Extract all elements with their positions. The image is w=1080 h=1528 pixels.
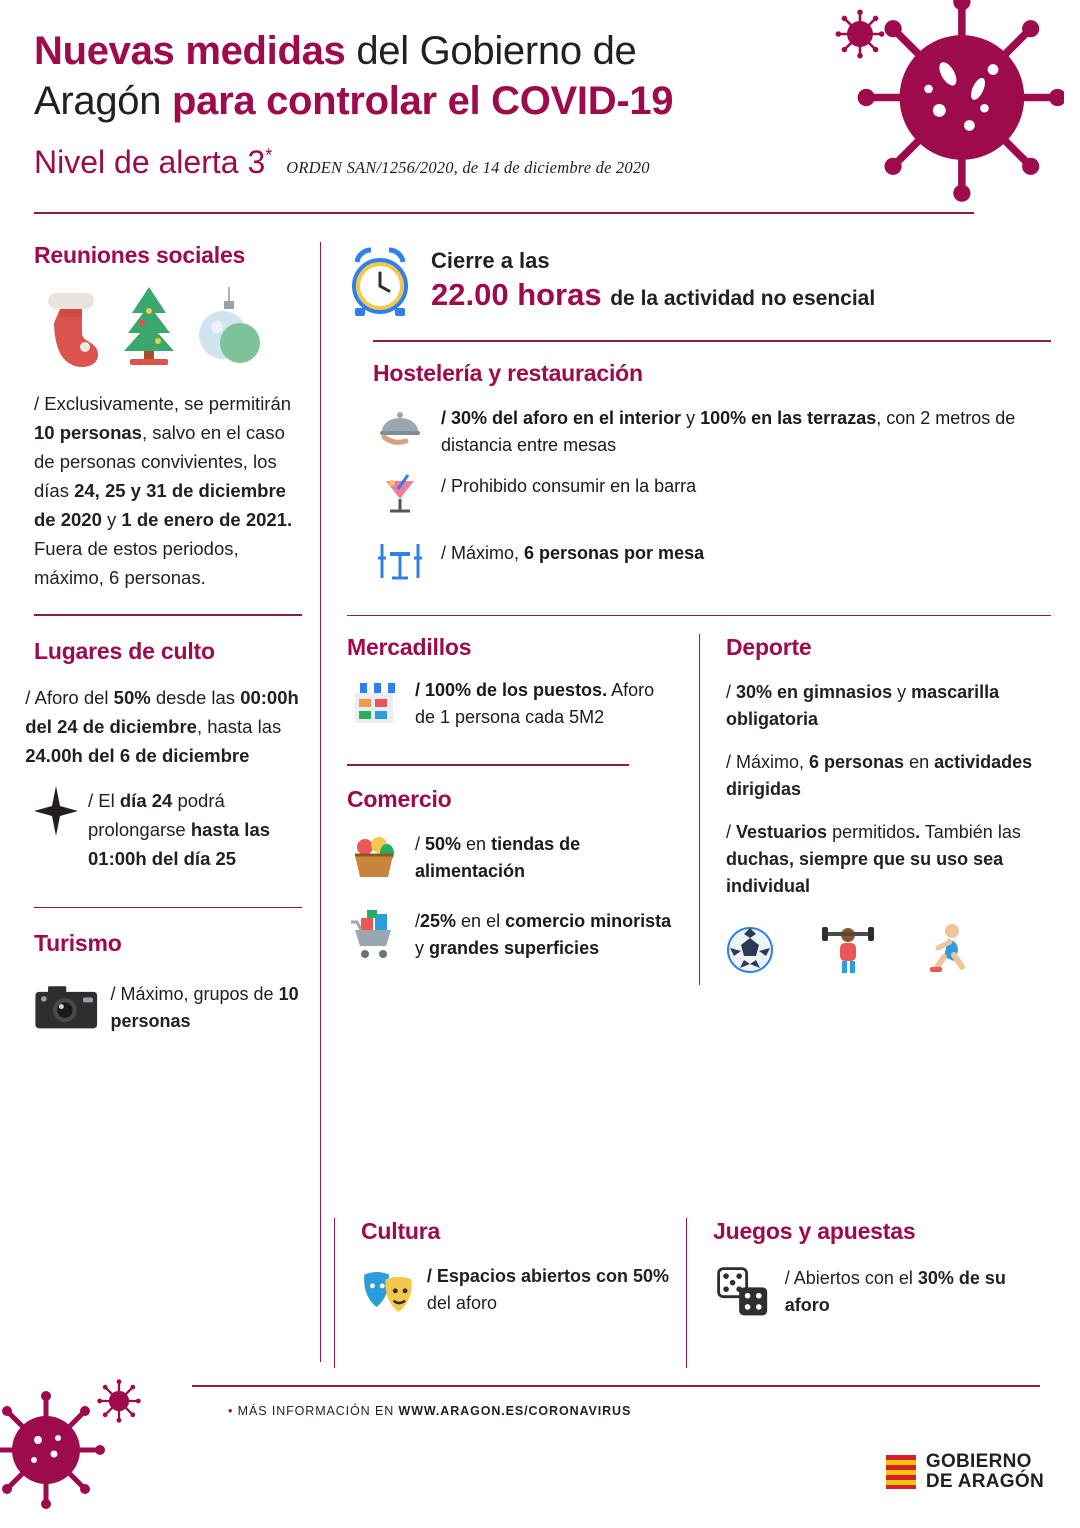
market-stall-icon (347, 677, 401, 738)
culture-text: del aforo (426, 1293, 497, 1313)
logo-line-1: GOBIERNO (925, 1451, 1032, 1472)
worship-1-c: , hasta las (196, 715, 282, 737)
christmas-icons (40, 283, 302, 369)
christmas-tree-icon (116, 283, 182, 369)
social-text (34, 389, 302, 592)
sport-item-1 (726, 679, 1051, 733)
content-columns (25, 242, 1046, 1362)
sport-3-b2: . (915, 822, 921, 842)
footer-divider (192, 1385, 1040, 1387)
sport-1-b2: mascarilla obligatoria (726, 682, 1000, 729)
tourism-text: / Máximo, grupos de (110, 984, 279, 1004)
footer-url[interactable]: WWW.ARAGON.ES/CORONAVIRUS (398, 1404, 632, 1418)
gambling-section (686, 1218, 1038, 1368)
hospitality-item-2 (373, 473, 1051, 526)
coronavirus-footer-small-icon (96, 1378, 142, 1424)
right-divider-1 (373, 340, 1051, 342)
social-text-1: / Exclusivamente, se permitirán (34, 393, 292, 414)
closing-rest: de la actividad no esencial (610, 287, 876, 310)
left-column (25, 242, 320, 1362)
table-chairs-icon (373, 540, 427, 591)
social-text-4: Fuera de estos periodos, máximo, 6 personas. (34, 538, 239, 588)
hospitality-section (347, 360, 1051, 591)
alert-level-text: Nivel de alerta 3 (34, 144, 266, 180)
aragon-flag-icon (886, 1455, 916, 1489)
commerce-2-b1: 25% (420, 910, 457, 931)
social-bold-2: 24, 25 y 31 de diciembre de 2020 (34, 480, 286, 530)
worship-2-b1: día 24 (119, 789, 173, 811)
closing-hours: 22.00 horas (431, 277, 602, 312)
left-divider-2 (34, 907, 302, 909)
dice-icon (713, 1261, 773, 1323)
commerce-2-b2: comercio minorista (505, 910, 672, 931)
food-basket-icon (347, 831, 401, 890)
worship-1-b2: 00:00h del 24 de diciembre (25, 686, 299, 737)
culture-bold: / Espacios abiertos con 50% (426, 1266, 670, 1286)
sport-item-3 (726, 819, 1051, 900)
right-column (320, 242, 1051, 1362)
camera-icon (34, 973, 99, 1043)
bottom-spacer (34, 1218, 334, 1368)
closing-line1: Cierre a las (431, 248, 550, 273)
order-reference: ORDEN SAN/1256/2020, de 14 de diciembre de 2020 (286, 158, 650, 177)
shopping-cart-icon (347, 908, 401, 971)
commerce-item-1 (347, 831, 679, 890)
hospitality-1-b2: 100% en las terrazas (700, 407, 877, 428)
alert-level (34, 144, 272, 181)
bottom-sections (34, 1218, 1046, 1368)
social-text-2: , salvo en el caso de personas convivientes, los días (34, 422, 285, 501)
sport-1-b1: 30% en gimnasios (736, 682, 893, 702)
page-title (34, 26, 834, 126)
culture-item (361, 1261, 686, 1319)
worship-1-b: desde las (150, 686, 241, 708)
sport-3-t3: También las (920, 822, 1021, 842)
hospitality-1-t2: , con 2 metros de distancia entre mesas (441, 407, 1016, 455)
sport-3-t1: / (726, 822, 737, 842)
markets-item (347, 677, 679, 738)
section-title-tourism: Turismo (34, 930, 122, 956)
worship-item-2 (34, 786, 302, 873)
hospitality-3-t1: / Máximo, (441, 542, 525, 563)
cocktail-icon (373, 473, 427, 526)
grid-col-markets-commerce (347, 634, 699, 985)
title-part-2: del Gobierno de (345, 29, 637, 73)
sport-3-b3: duchas, siempre que su uso sea individual (726, 849, 1004, 896)
sport-2-b2: actividades dirigidas (726, 752, 1033, 799)
coronavirus-small-icon (834, 8, 886, 60)
alert-level-asterisk: * (265, 145, 273, 166)
commerce-2-t1: / (415, 910, 421, 931)
header (34, 0, 1046, 222)
section-title-commerce: Comercio (347, 785, 452, 812)
grid-col-sport (699, 634, 1051, 985)
closing-text (431, 246, 875, 318)
sport-1-t1: / (726, 682, 737, 702)
footer-text: MÁS INFORMACIÓN EN (237, 1404, 399, 1418)
hospitality-item-3 (373, 540, 1051, 591)
section-title-markets: Mercadillos (347, 634, 472, 660)
sport-1-t2: y (892, 682, 912, 702)
hospitality-1-b1: / 30% del aforo en el interior (441, 407, 682, 428)
gobierno-aragon-logo (886, 1452, 1044, 1492)
social-bold-3: 1 de enero de 2021. (121, 509, 293, 530)
gambling-bold: 30% de su aforo (784, 1268, 1006, 1315)
tourism-item (34, 973, 302, 1043)
christmas-bauble-icon (198, 285, 260, 369)
star-sparkle-icon (34, 786, 78, 836)
logo-text (926, 1452, 1044, 1492)
title-part-3: Aragón (34, 79, 172, 123)
footer-note (228, 1404, 631, 1418)
social-text-3: y (101, 509, 122, 530)
markets-text: Aforo de 1 persona cada 5M2 (415, 680, 655, 727)
gambling-text: / Abiertos con el (784, 1268, 918, 1288)
hospitality-item-1 (373, 405, 1051, 459)
closing-hours-block (347, 246, 1051, 318)
social-bold-1: 10 personas (34, 422, 142, 443)
worship-1-b1: 50% (113, 686, 151, 708)
markets-bold: / 100% de los puestos. (415, 680, 608, 700)
culture-section (334, 1218, 686, 1368)
sport-2-t2: en (904, 752, 935, 772)
hospitality-1-t1: y (681, 407, 701, 428)
section-title-culture: Cultura (361, 1218, 441, 1244)
food-dome-icon (373, 405, 427, 454)
section-title-sport: Deporte (726, 634, 812, 660)
commerce-item-2 (347, 908, 679, 971)
worship-1-b3: 24.00h del 6 de diciembre (25, 744, 250, 766)
commerce-2-b3: grandes superficies (429, 937, 600, 958)
commerce-1-b2: tiendas de alimentación (415, 833, 581, 881)
lower-grid (347, 634, 1051, 985)
right-divider-2 (347, 615, 1051, 617)
gambling-item (713, 1261, 1038, 1323)
running-icon (922, 922, 970, 974)
logo-line-2: DE ARAGÓN (925, 1471, 1044, 1492)
footer-bullet: • (228, 1404, 234, 1418)
worship-2-a: / El (88, 789, 120, 811)
sport-2-t1: / Máximo, (726, 752, 810, 772)
sport-3-b1: Vestuarios (736, 822, 828, 842)
christmas-stocking-icon (40, 285, 100, 369)
title-part-4: para controlar el COVID-19 (172, 79, 674, 123)
section-title-worship: Lugares de culto (34, 637, 215, 664)
left-divider-1 (34, 614, 302, 616)
worship-item-1 (25, 683, 302, 770)
sport-icons (726, 922, 1051, 974)
commerce-1-t2: en (461, 833, 492, 854)
worship-2-b: podrá prolongarse (88, 789, 225, 840)
theater-masks-icon (361, 1261, 415, 1319)
hospitality-3-b1: 6 personas por mesa (524, 542, 705, 563)
grid-divider-1 (347, 764, 629, 766)
section-title-gambling: Juegos y apuestas (713, 1218, 916, 1244)
worship-2-b2: hasta las 01:00h del día 25 (88, 818, 271, 869)
title-part-1: Nuevas medidas (34, 29, 346, 73)
tourism-bold: 10 personas (110, 984, 299, 1031)
commerce-1-t1: / (415, 833, 426, 854)
section-title-hospitality: Hostelería y restauración (373, 359, 643, 386)
soccer-ball-icon (726, 926, 774, 974)
commerce-1-b1: 50% (425, 833, 462, 854)
section-title-social: Reuniones sociales (34, 242, 246, 268)
worship-1-a: / Aforo del (25, 686, 114, 708)
header-divider (34, 212, 974, 214)
weightlifting-icon (820, 924, 876, 974)
commerce-2-t3: y (415, 937, 430, 958)
sport-3-t2: permitidos (827, 822, 916, 842)
alarm-clock-icon (347, 246, 413, 318)
sport-item-2 (726, 749, 1051, 803)
sport-2-b1: 6 personas (809, 752, 905, 772)
commerce-2-t2: en el (456, 910, 506, 931)
hospitality-2-t1: / Prohibido consumir en la barra (441, 475, 697, 496)
